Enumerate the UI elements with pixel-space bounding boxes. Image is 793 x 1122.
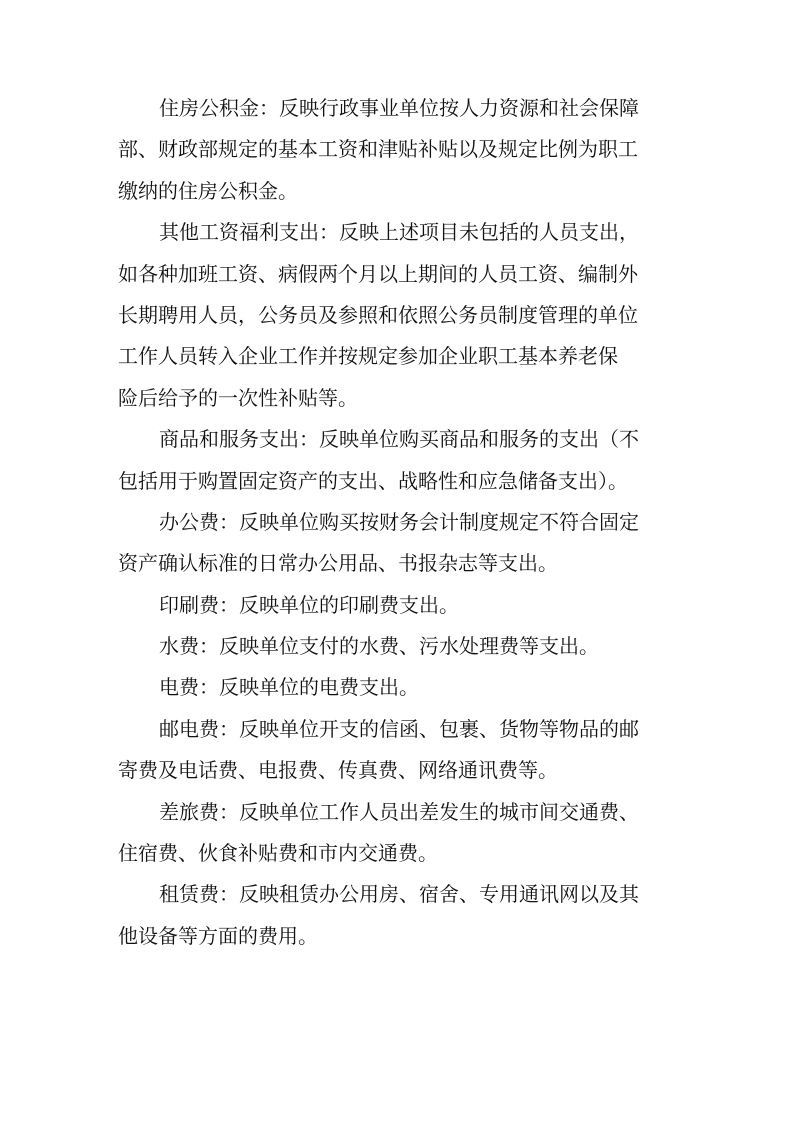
text-line: 其他工资福利支出：反映上述项目未包括的人员支出， xyxy=(159,220,639,245)
text-line: 包括用于购置固定资产的支出、战略性和应急储备支出）。 xyxy=(118,468,628,493)
text-line: 邮电费：反映单位开支的信函、包裹、货物等物品的邮 xyxy=(159,716,639,741)
text-line: 险后给予的一次性补贴等。 xyxy=(118,385,358,410)
text-line: 工作人员转入企业工作并按规定参加企业职工基本养老保 xyxy=(118,344,618,369)
text-line: 住房公积金：反映行政事业单位按人力资源和社会保障 xyxy=(159,96,639,120)
text-line: 商品和服务支出：反映单位购买商品和服务的支出（不 xyxy=(159,427,639,452)
text-line: 印刷费：反映单位的印刷费支出。 xyxy=(159,592,459,617)
paragraph-water-expense xyxy=(118,626,675,667)
paragraph-goods-services xyxy=(118,419,675,502)
paragraph-office-expense xyxy=(118,502,675,585)
text-line: 租赁费：反映租赁办公用房、宿舍、专用通讯网以及其 xyxy=(159,882,639,907)
text-line: 长期聘用人员，公务员及参照和依照公务员制度管理的单位 xyxy=(118,302,638,327)
text-line: 部、财政部规定的基本工资和津贴补贴以及规定比例为职工 xyxy=(118,137,638,162)
paragraph-housing-fund xyxy=(118,88,675,212)
text-line: 资产确认标准的日常办公用品、书报杂志等支出。 xyxy=(118,551,558,576)
text-line: 他设备等方面的费用。 xyxy=(118,923,318,948)
paragraph-postal-telecom-expense xyxy=(118,709,675,792)
paragraph-rental-expense xyxy=(118,874,675,957)
paragraph-travel-expense xyxy=(118,792,675,875)
paragraph-printing-expense xyxy=(118,585,675,626)
text-line: 水费：反映单位支付的水费、污水处理费等支出。 xyxy=(159,634,599,659)
text-line: 如各种加班工资、病假两个月以上期间的人员工资、编制外 xyxy=(118,261,638,286)
text-line: 电费：反映单位的电费支出。 xyxy=(159,675,419,700)
text-line: 差旅费：反映单位工作人员出差发生的城市间交通费、 xyxy=(159,799,639,824)
text-line: 住宿费、伙食补贴费和市内交通费。 xyxy=(118,841,438,866)
text-line: 办公费：反映单位购买按财务会计制度规定不符合固定 xyxy=(159,509,639,534)
text-line: 寄费及电话费、电报费、传真费、网络通讯费等。 xyxy=(118,758,558,783)
paragraph-other-welfare xyxy=(118,212,675,419)
paragraph-electricity-expense xyxy=(118,667,675,708)
document-body xyxy=(118,88,675,957)
text-line: 缴纳的住房公积金。 xyxy=(118,178,298,203)
